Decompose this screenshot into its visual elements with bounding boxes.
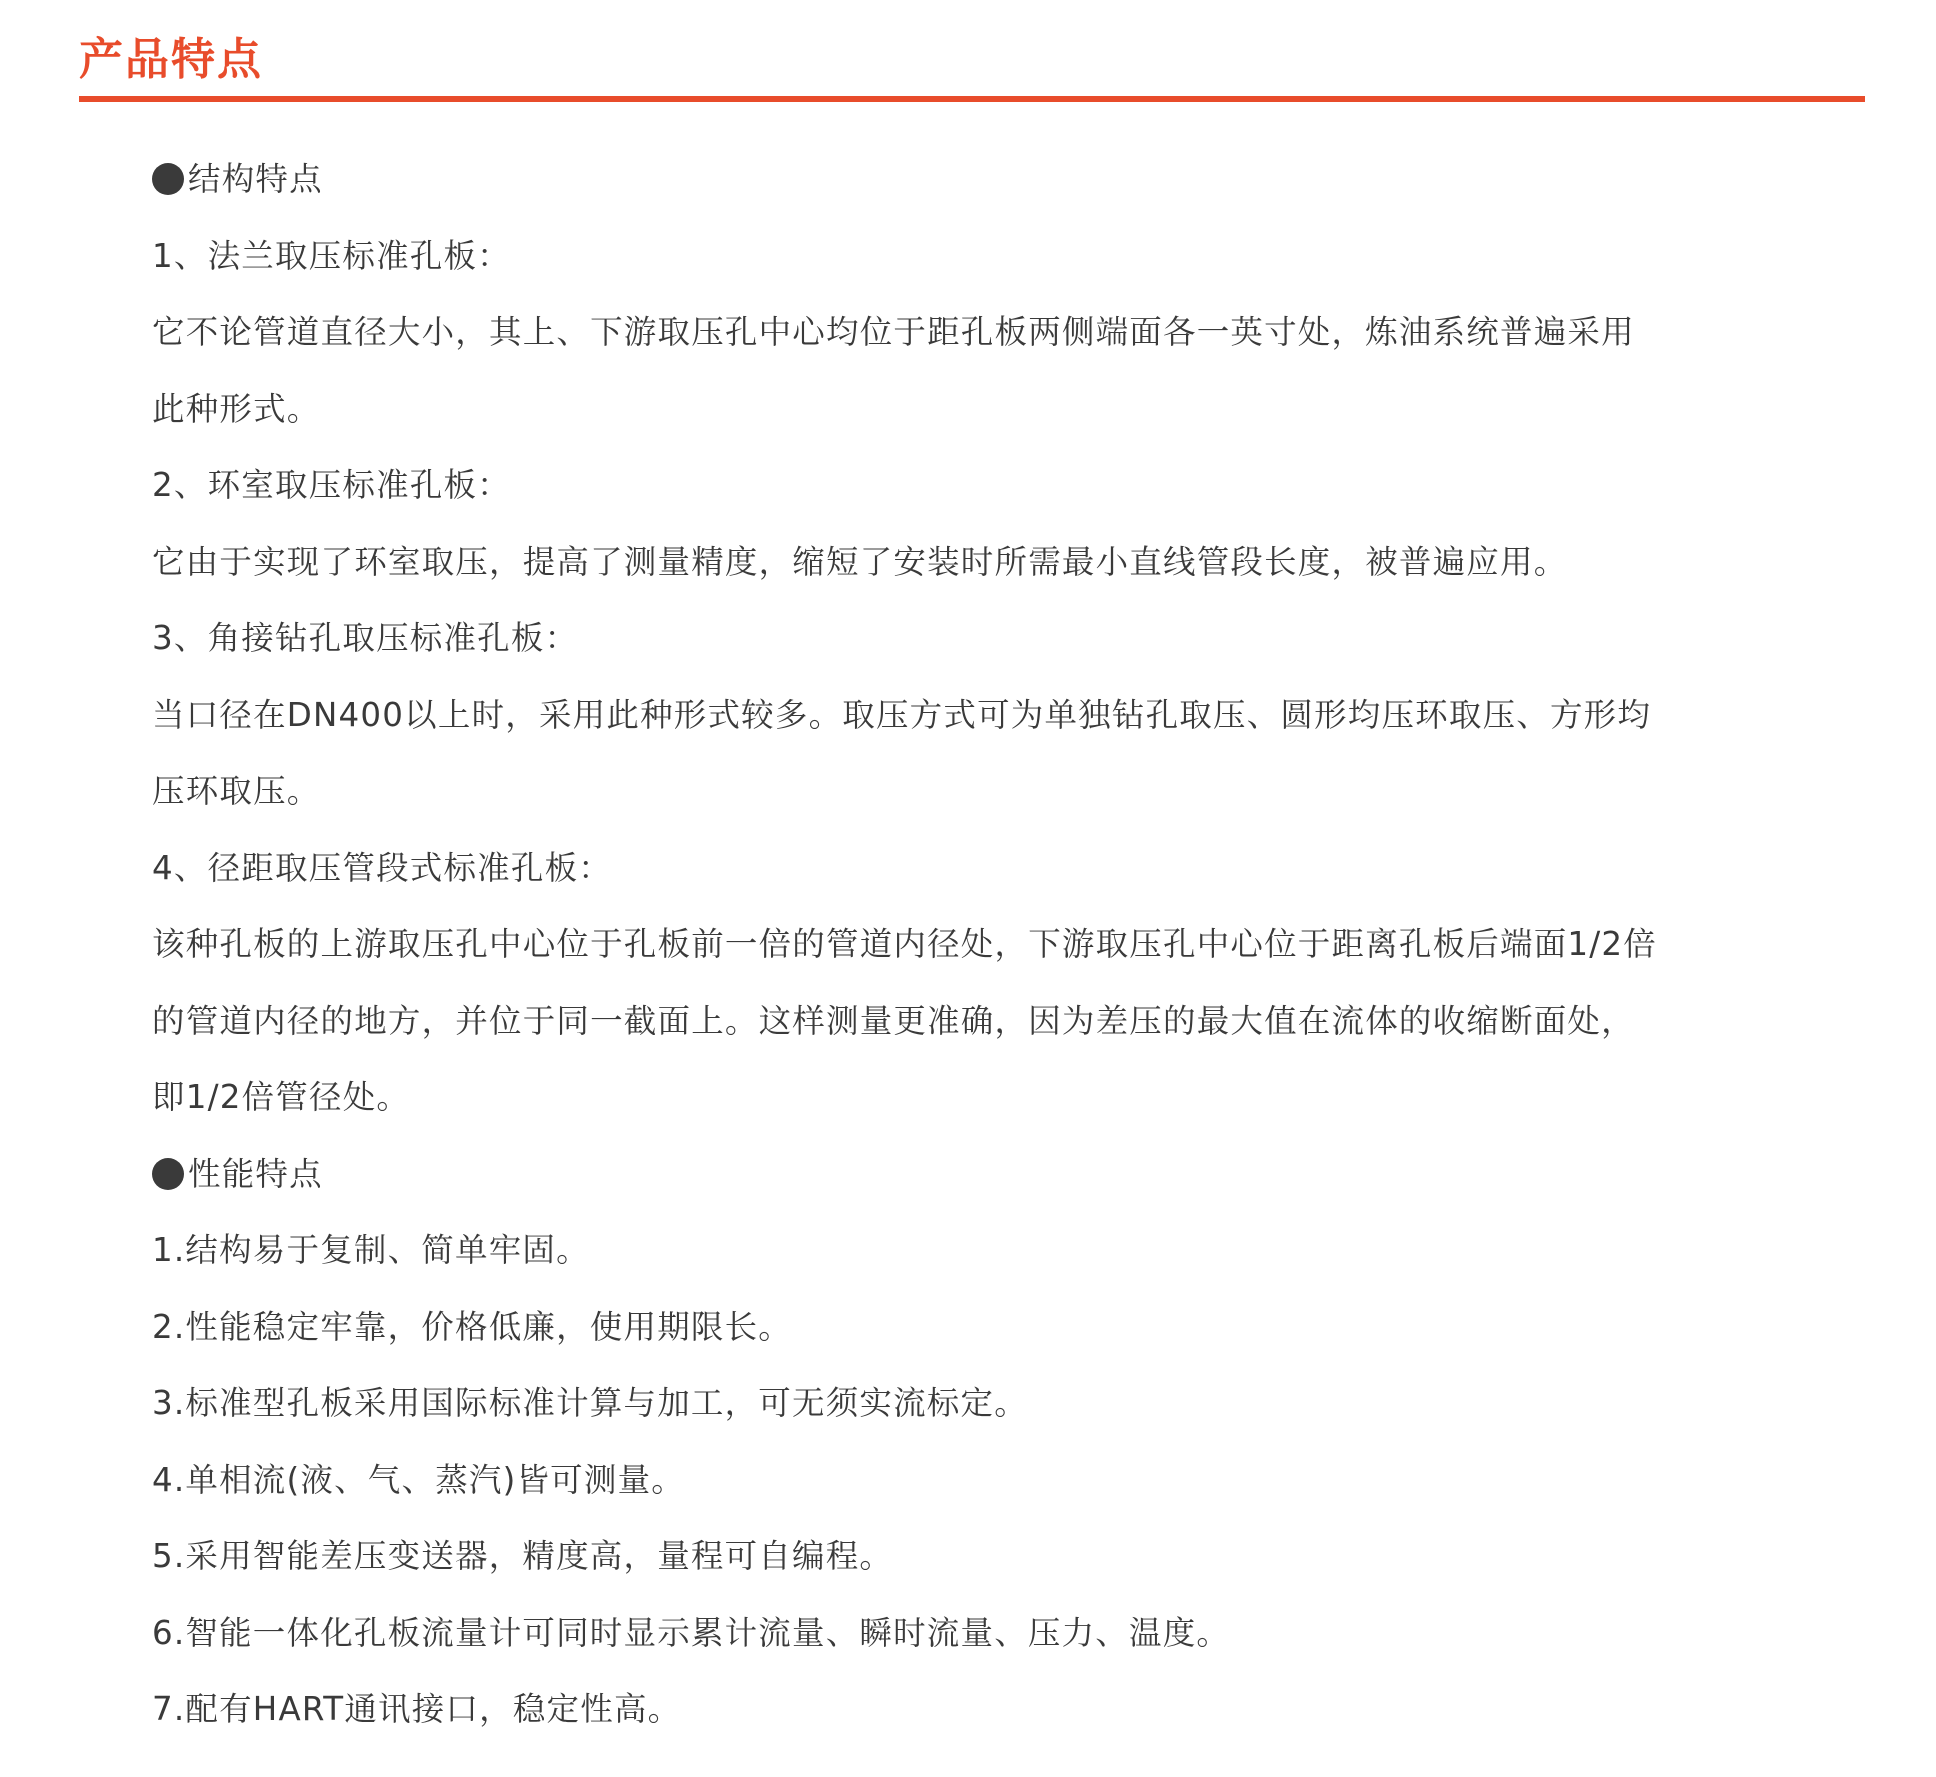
list-item: 5.采用智能差压变送器，精度高，量程可自编程。 [152, 1537, 894, 1575]
item-title-radius: 4、径距取压管段式标准孔板： [152, 848, 612, 887]
item-desc-line: 该种孔板的上游取压孔中心位于孔板前一倍的管道内径处，下游取压孔中心位于距离孔板后端面1/2倍 [152, 925, 1658, 963]
section-heading-label: 性能特点 [188, 1154, 323, 1193]
section-heading-performance [152, 1136, 1792, 1213]
list-item: 3.标准型孔板采用国际标准计算与加工，可无须实流标定。 [152, 1384, 1028, 1422]
item-desc-line: 即1/2倍管径处。 [152, 1078, 411, 1116]
item-desc-line: 压环取压。 [152, 772, 321, 810]
item-title-corner: 3、角接钻孔取压标准孔板： [152, 619, 579, 657]
title-underline [79, 96, 1865, 102]
item-desc-line: 此种形式。 [152, 389, 321, 428]
list-item: 4.单相流(液、气、蒸汽)皆可测量。 [152, 1460, 685, 1499]
content-body [152, 141, 1792, 1748]
list-item: 7.配有HART通讯接口，稳定性高。 [152, 1690, 682, 1728]
list-item: 2.性能稳定牢靠，价格低廉，使用期限长。 [152, 1307, 793, 1346]
item-title-annular: 2、环室取压标准孔板： [152, 466, 511, 504]
item-desc-line: 它由于实现了环室取压，提高了测量精度，缩短了安装时所需最小直线管段长度，被普遍应用。 [152, 542, 1568, 581]
section-heading-structure [152, 141, 1792, 218]
list-item: 6.智能一体化孔板流量计可同时显示累计流量、瞬时流量、压力、温度。 [152, 1613, 1231, 1652]
bullet-dot-icon [152, 163, 184, 195]
item-desc-line: 它不论管道直径大小，其上、下游取压孔中心均位于距孔板两侧端面各一英寸处，炼油系统普遍采用 [152, 313, 1635, 351]
item-desc-line: 当口径在DN400以上时，采用此种形式较多。取压方式可为单独钻孔取压、圆形均压环取压、方形均 [152, 695, 1652, 734]
item-title-flange: 1、法兰取压标准孔板： [152, 236, 511, 275]
page-header [79, 25, 1865, 95]
item-desc-line: 的管道内径的地方，并位于同一截面上。这样测量更准确，因为差压的最大值在流体的收缩断面处， [152, 1001, 1635, 1040]
section-heading-label: 结构特点 [188, 160, 323, 198]
page-title: 产品特点 [79, 34, 263, 85]
bullet-dot-icon [152, 1158, 184, 1190]
list-item: 1.结构易于复制、简单牢固。 [152, 1231, 590, 1269]
